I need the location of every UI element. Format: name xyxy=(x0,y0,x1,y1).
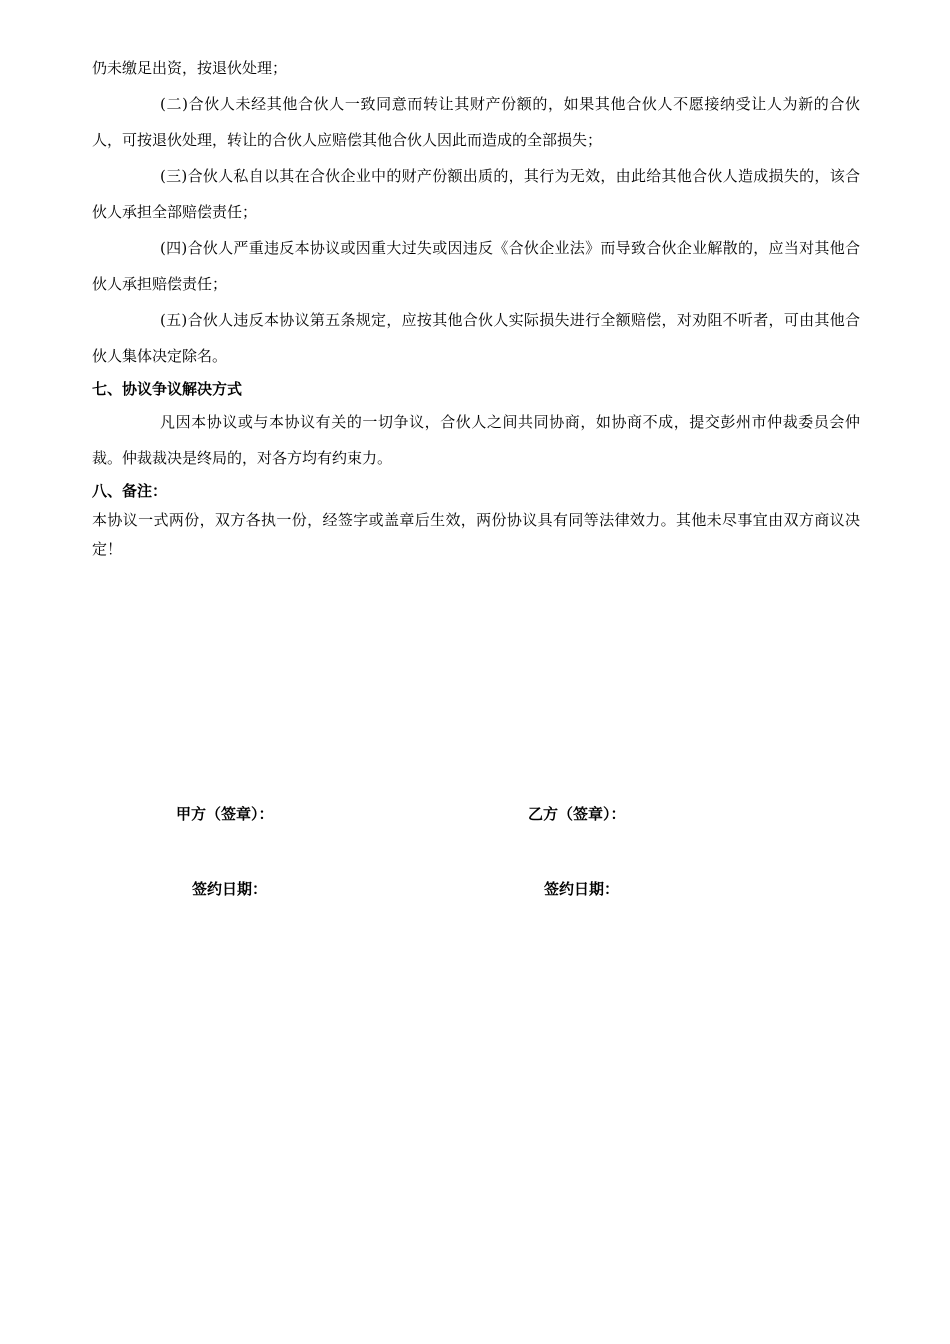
paragraph-continuation: 仍未缴足出资，按退伙处理； xyxy=(92,59,288,77)
document-body xyxy=(92,50,860,564)
party-b-signature-label: 乙方（签章）： xyxy=(528,805,626,823)
party-b-date-label: 签约日期： xyxy=(544,880,620,898)
section-8-heading: 八、备注： xyxy=(92,482,168,500)
section-8-body: 本协议一式两份，双方各执一份，经签字或盖章后生效，两份协议具有同等法律效力。其他未尽事宜由双方商议决定！ xyxy=(92,511,860,558)
clause-5: (五)合伙人违反本协议第五条规定，应按其他合伙人实际损失进行全额赔偿，对劝阻不听者，可由其他合伙人集体决定除名。 xyxy=(92,311,860,365)
party-a-date-label: 签约日期： xyxy=(192,880,268,898)
clause-3: (三)合伙人私自以其在合伙企业中的财产份额出质的，其行为无效，由此给其他合伙人造成损失的，该合伙人承担全部赔偿责任； xyxy=(92,167,860,221)
section-7-body: 凡因本协议或与本协议有关的一切争议，合伙人之间共同协商，如协商不成，提交彭州市仲裁委员会仲裁。仲裁裁决是终局的，对各方均有约束力。 xyxy=(92,413,860,467)
clause-4: (四)合伙人严重违反本协议或因重大过失或因违反《合伙企业法》而导致合伙企业解散的，应当对其他合伙人承担赔偿责任； xyxy=(92,239,860,293)
clause-2: (二)合伙人未经其他合伙人一致同意而转让其财产份额的，如果其他合伙人不愿接纳受让人为新的合伙人，可按退伙处理，转让的合伙人应赔偿其他合伙人因此而造成的全部损失； xyxy=(92,95,860,149)
party-a-signature-label: 甲方（签章）： xyxy=(176,805,274,823)
section-7-heading: 七、协议争议解决方式 xyxy=(92,380,243,398)
